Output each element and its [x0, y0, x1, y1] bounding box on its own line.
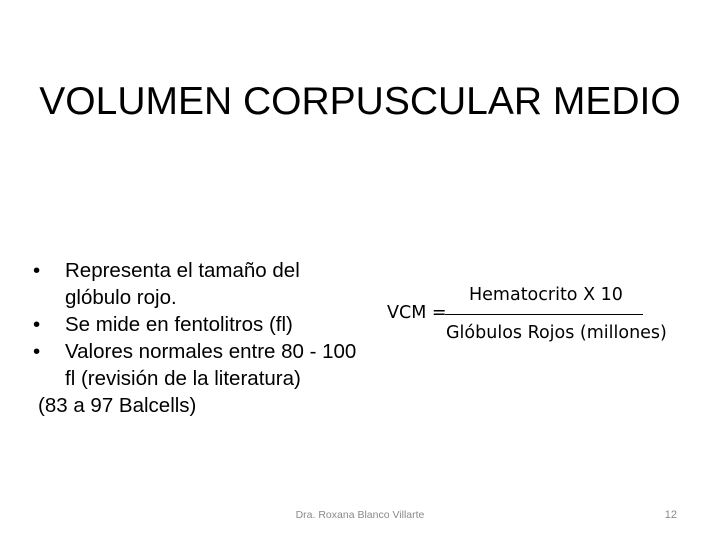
page-number: 12 [664, 509, 677, 521]
formula-lhs: VCM = [387, 303, 447, 323]
fraction-bar [445, 314, 643, 315]
bullet-text-1: Representa el tamaño del glóbulo rojo. [65, 259, 300, 309]
formula-denominator: Glóbulos Rojos (millones) [446, 323, 667, 343]
slide-title: VOLUMEN CORPUSCULAR MEDIO [39, 80, 681, 123]
footer-author: Dra. Roxana Blanco Villarte [295, 509, 425, 521]
bullet-icon: • [33, 313, 41, 336]
bullet-item-3 [30, 338, 370, 392]
bullet-text-2: Se mide en fentolitros (fl) [65, 313, 293, 336]
bullet-icon: • [33, 259, 41, 282]
vcm-formula [385, 283, 685, 353]
bullet-icon: • [33, 340, 41, 363]
reference-line: (83 a 97 Balcells) [38, 394, 197, 417]
bullet-list [30, 257, 370, 419]
bullet-item-1 [30, 257, 370, 311]
bullet-text-3: Valores normales entre 80 - 100 fl (revisión de la literatura) [65, 340, 357, 390]
formula-numerator: Hematocrito X 10 [469, 285, 623, 305]
bullet-item-2 [30, 311, 370, 338]
